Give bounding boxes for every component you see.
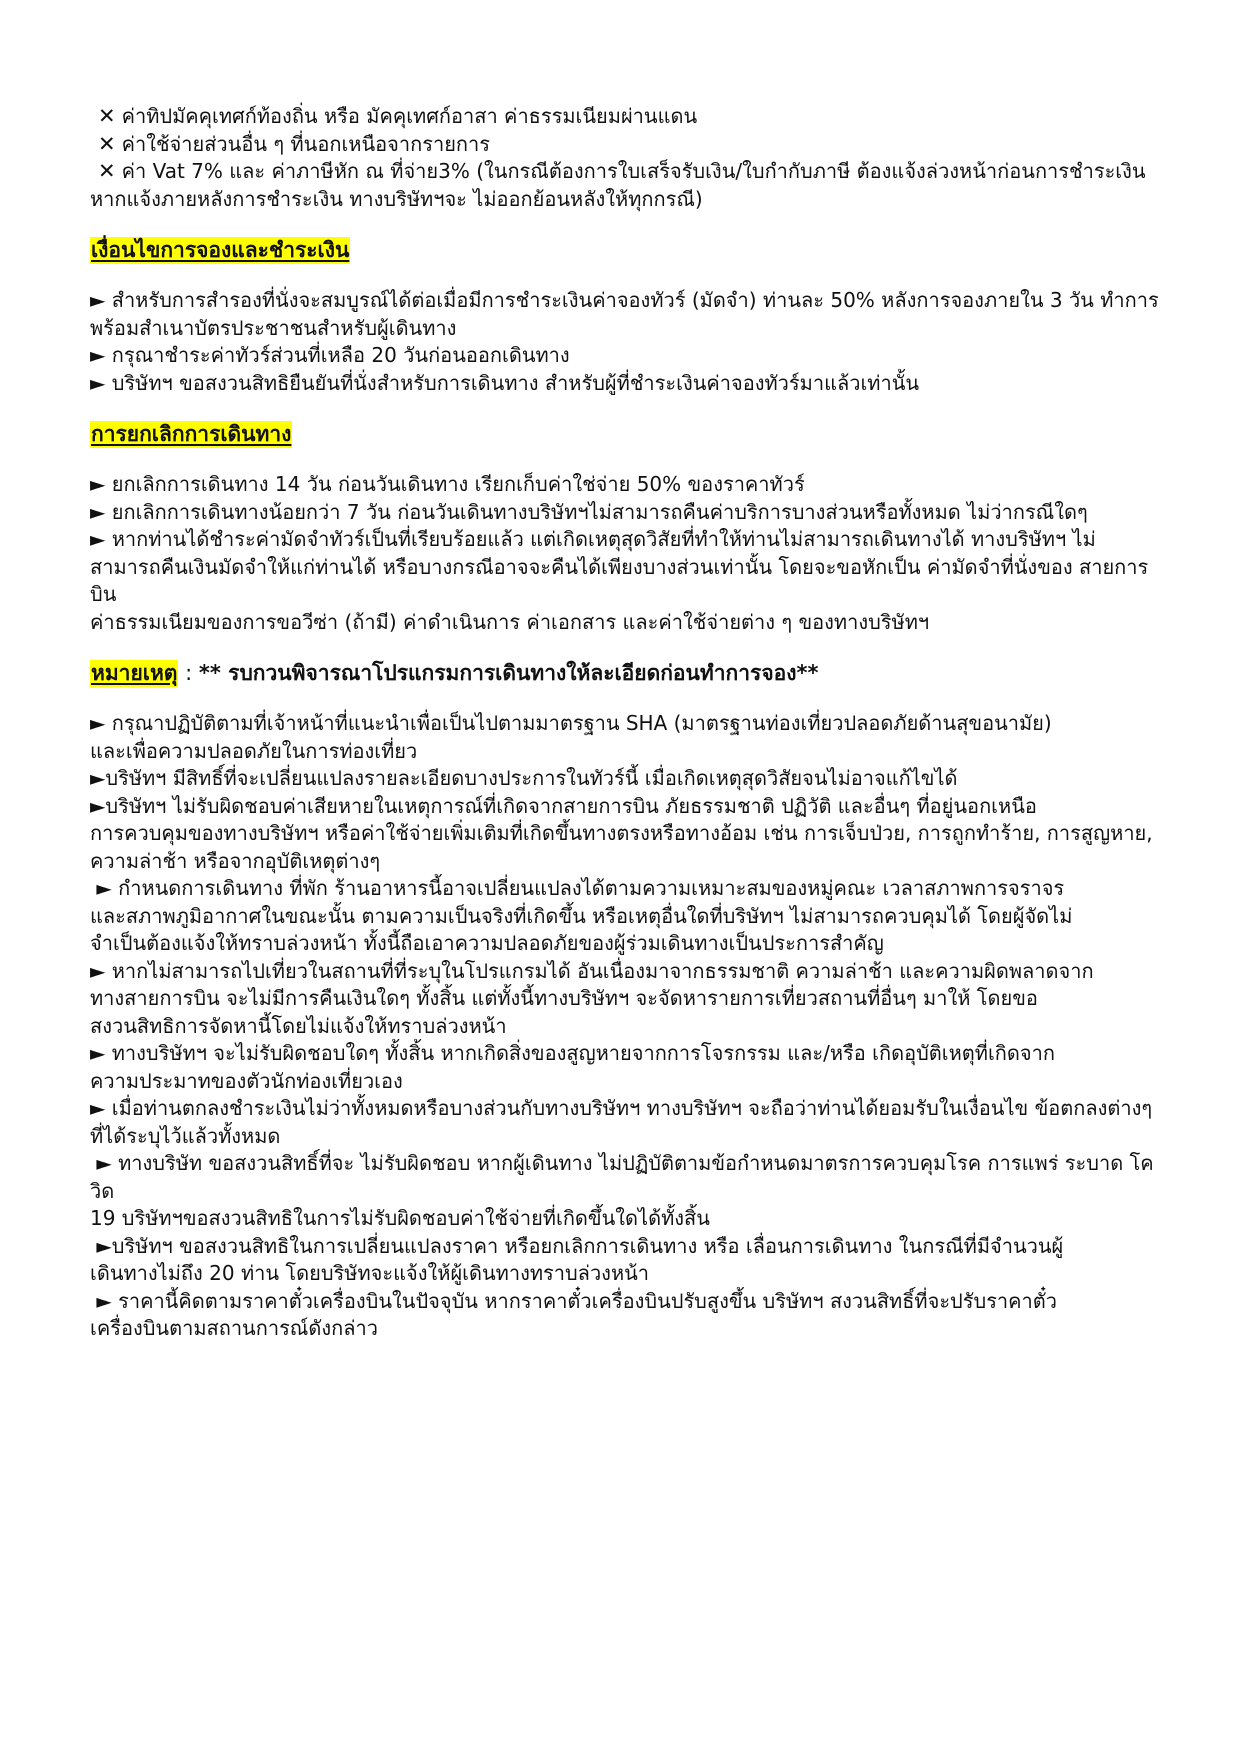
booking-heading-row [90,235,1170,265]
note-item: ► กรุณาปฏิบัติตามที่เจ้าหน้าที่แนะนำเพื่อเป็นไปตามมาตรฐาน SHA (มาตรฐานท่องเที่ยวปลอดภัยด้านสุขอนามัย) และเพื่อความปลอดภัยในการท่องเที่ยว [90,711,1052,763]
cancellation-heading-row [90,419,1170,449]
exclusion-item [90,103,1170,131]
note-item: ► กำหนดการเดินทาง ที่พัก ร้านอาหารนี้อาจเปลี่ยนแปลงได้ตามความเหมาะสมของหมู่คณะ เวลาสภาพการจราจร และสภาพภูมิอากาศในขณะนั้น ตามความเป็นจริงที่เกิดขึ้น หรือเหตุอื่นใดที่บริษัทฯ ไม่สามารถควบคุมได้ โดยผู้จัดไม่ จำเป็นต้องแจ้งให้ทราบล่วงหน้า ทั้งนี้ถือเอาความปลอดภัยของผู้ร่วมเดินทางเป็นประการสำคัญ [90,876,1073,955]
cancellation-item: ► ยกเลิกการเดินทางน้อยกว่า 7 วัน ก่อนวันเดินทางบริษัทฯไม่สามารถคืนค่าบริการบางส่วนหรือทั้งหมด ไม่ว่ากรณีใดๆ [90,499,1088,524]
note-item: ► ทางบริษัทฯ จะไม่รับผิดชอบใดๆ ทั้งสิ้น หากเกิดสิ่งของสูญหายจากการโจรกรรม และ/หรือ เกิดอุบัติเหตุที่เกิดจาก ความประมาทของตัวนักท่องเที่ยวเอง [90,1041,1055,1093]
exclusion-text: ค่า Vat 7% และ ค่าภาษีหัก ณ ที่จ่าย3% (ในกรณีต้องการใบเสร็จรับเงิน/ใบกำกับภาษี ต้องแจ้งล่วงหน้าก่อนการชำระเงิน หากแจ้งภายหลังการชำระเงิน ทางบริษัทฯจะ ไม่ออกย้อนหลังให้ทุกกรณี) [90,159,1146,211]
note-item: ►บริษัทฯ ไม่รับผิดชอบค่าเสียหายในเหตุการณ์ที่เกิดจากสายการบิน ภัยธรรมชาติ ปฏิวัติ และอื่นๆ ที่อยู่นอกเหนือ การควบคุมของทางบริษัทฯ หรือค่าใช้จ่ายเพิ่มเติมที่เกิดขึ้นทางตรงหรือทางอ้อม เช่น การเจ็บป่วย, การถูกทำร้าย, การสูญหาย, ความล่าช้า หรือจากอุบัติเหตุต่างๆ [90,793,1153,873]
note-item: ► หากไม่สามารถไปเที่ยวในสถานที่ที่ระบุในโปรแกรมได้ อันเนื่องมาจากธรรมชาติ ความล่าช้า และความผิดพลาดจาก ทางสายการบิน จะไม่มีการคืนเงินใดๆ ทั้งสิ้น แต่ทั้งนี้ทางบริษัทฯ จะจัดหารายการเที่ยวสถานที่อื่นๆ มาให้ โดยขอ สงวนสิทธิการจัดหานี้โดยไม่แจ้งให้ทราบล่วงหน้า [90,958,1094,1038]
booking-list [90,287,1170,397]
notes-colon: : [178,661,199,685]
exclusion-text: ค่าทิปมัคคุเทศก์ท้องถิ่น หรือ มัคคุเทศก์อาสา ค่าธรรมเนียมผ่านแดน [121,104,698,128]
exclusion-text: ค่าใช้จ่ายส่วนอื่น ๆ ที่นอกเหนือจากรายการ [121,131,490,156]
note-item: ► เมื่อท่านตกลงชำระเงินไม่ว่าทั้งหมดหรือบางส่วนกับทางบริษัทฯ ทางบริษัทฯ จะถือว่าท่านได้ยอมรับในเงื่อนไข ข้อตกลงต่างๆ ที่ได้ระบุไว้แล้วทั้งหมด [90,1096,1153,1148]
booking-item: ► บริษัทฯ ขอสงวนสิทธิยืนยันที่นั่งสำหรับการเดินทาง สำหรับผู้ที่ชำระเงินค่าจองทัวร์มาแล้วเท่านั้น [90,370,920,395]
note-item: ► ทางบริษัท ขอสงวนสิทธิ์ที่จะ ไม่รับผิดชอบ หากผู้เดินทาง ไม่ปฏิบัติตามข้อกำหนดมาตรการควบคุมโรค การแพร่ ระบาด โควิด 19 บริษัทฯขอสงวนสิทธิในการไม่รับผิดชอบค่าใช้จ่ายที่เกิดขึ้นใดได้ทั้งสิ้น [90,1151,1154,1230]
notes-heading: หมายเหตุ [91,661,178,685]
notes-list [90,710,1170,1343]
exclusion-item [90,158,1170,213]
x-mark-icon: ✕ [98,104,116,128]
cancellation-item: ► ยกเลิกการเดินทาง 14 วัน ก่อนวันเดินทาง เรียกเก็บค่าใช่จ่าย 50% ของราคาทัวร์ [90,472,805,496]
booking-item: ► สำหรับการสำรองที่นั่งจะสมบูรณ์ได้ต่อเมื่อมีการชำระเงินค่าจองทัวร์ (มัดจำ) ท่านละ 50% หลังการจองภายใน 3 วัน ทำการ พร้อมสำเนาบัตรประชาชนสำหรับผู้เดินทาง [90,288,1159,340]
cancellation-list [90,471,1170,636]
booking-heading: เงื่อนไขการจองและชำระเงิน [91,238,350,262]
x-mark-icon: ✕ [98,159,116,183]
exclusions-list [90,103,1170,213]
exclusion-item [90,131,1170,159]
cancellation-heading: การยกเลิกการเดินทาง [91,422,292,446]
note-item: ►บริษัทฯ ขอสงวนสิทธิในการเปลี่ยนแปลงราคา หรือยกเลิกการเดินทาง หรือ เลื่อนการเดินทาง ในกรณีที่มีจำนวนผู้ เดินทางไม่ถึง 20 ท่าน โดยบริษัทจะแจ้งให้ผู้เดินทางทราบล่วงหน้า [90,1233,1064,1285]
notes-subtitle: ** รบกวนพิจารณาโปรแกรมการเดินทางให้ละเอียดก่อนทำการจอง** [198,661,819,685]
note-item: ►บริษัทฯ มีสิทธิ์ที่จะเปลี่ยนแปลงรายละเอียดบางประการในทัวร์นี้ เมื่อเกิดเหตุสุดวิสัยจนไม่อาจแก้ไขได้ [90,766,958,790]
note-item: ► ราคานี้คิดตามราคาตั๋วเครื่องบินในปัจจุบัน หากราคาตั๋วเครื่องบินปรับสูงขึ้น บริษัทฯ สงวนสิทธิ์ที่จะปรับราคาตั๋ว เครื่องบินตามสถานการณ์ดังกล่าว [90,1288,1057,1340]
notes-heading-row [90,658,1170,688]
x-mark-icon: ✕ [98,131,116,156]
booking-item: ► กรุณาชำระค่าทัวร์ส่วนที่เหลือ 20 วันก่อนออกเดินทาง [90,343,570,367]
cancellation-item: ► หากท่านได้ชำระค่ามัดจำทัวร์เป็นที่เรียบร้อยแล้ว แต่เกิดเหตุสุดวิสัยที่ทำให้ท่านไม่สามารถเดินทางได้ ทางบริษัทฯ ไม่ สามารถคืนเงินมัดจำให้แก่ท่านได้ หรือบางกรณีอาจจะคืนได้เพียงบางส่วนเท่านั้น โดยจะขอหักเป็น ค่ามัดจำที่นั่งของ สายการบิน ค่าธรรมเนียมของการขอวีซ่า (ถ้ามี) ค่าดำเนินการ ค่าเอกสาร และค่าใช้จ่ายต่าง ๆ ของทางบริษัทฯ [90,527,1149,634]
